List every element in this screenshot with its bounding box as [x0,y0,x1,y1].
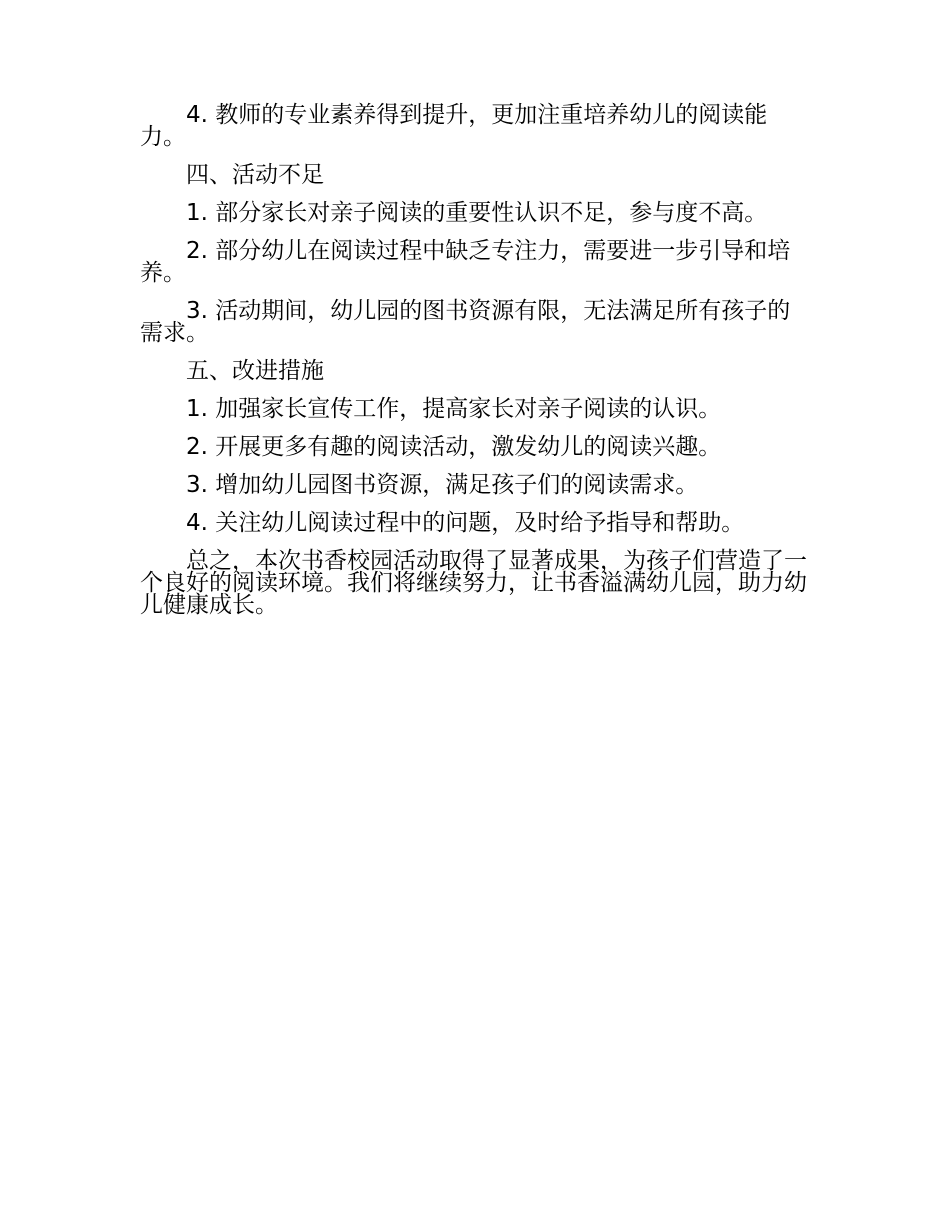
paragraph-shortcoming-1: 1. 部分家长对亲子阅读的重要性认识不足，参与度不高。 [186,200,768,226]
paragraph-teacher-improvement: 4. 教师的专业素养得到提升，更加注重培养幼儿的阅读能力。 [140,102,768,150]
paragraph-improvement-1: 1. 加强家长宣传工作，提高家长对亲子阅读的认识。 [186,396,722,422]
paragraph-conclusion: 总之，本次书香校园活动取得了显著成果，为孩子们营造了一个良好的阅读环境。我们将继续努力，让书香溢满幼儿园，助力幼儿健康成长。 [140,548,807,618]
paragraph-improvement-4: 4. 关注幼儿阅读过程中的问题，及时给予指导和帮助。 [186,510,745,536]
paragraph-improvement-3: 3. 增加幼儿园图书资源，满足孩子们的阅读需求。 [186,472,699,498]
paragraph-shortcoming-2: 2. 部分幼儿在阅读过程中缺乏专注力，需要进一步引导和培养。 [140,238,791,286]
section-heading-improvements: 五、改进措施 [186,358,324,384]
section-heading-shortcomings: 四、活动不足 [186,162,324,188]
paragraph-shortcoming-3: 3. 活动期间，幼儿园的图书资源有限，无法满足所有孩子的需求。 [140,298,791,346]
paragraph-improvement-2: 2. 开展更多有趣的阅读活动，激发幼儿的阅读兴趣。 [186,434,722,460]
document-body [140,104,812,632]
